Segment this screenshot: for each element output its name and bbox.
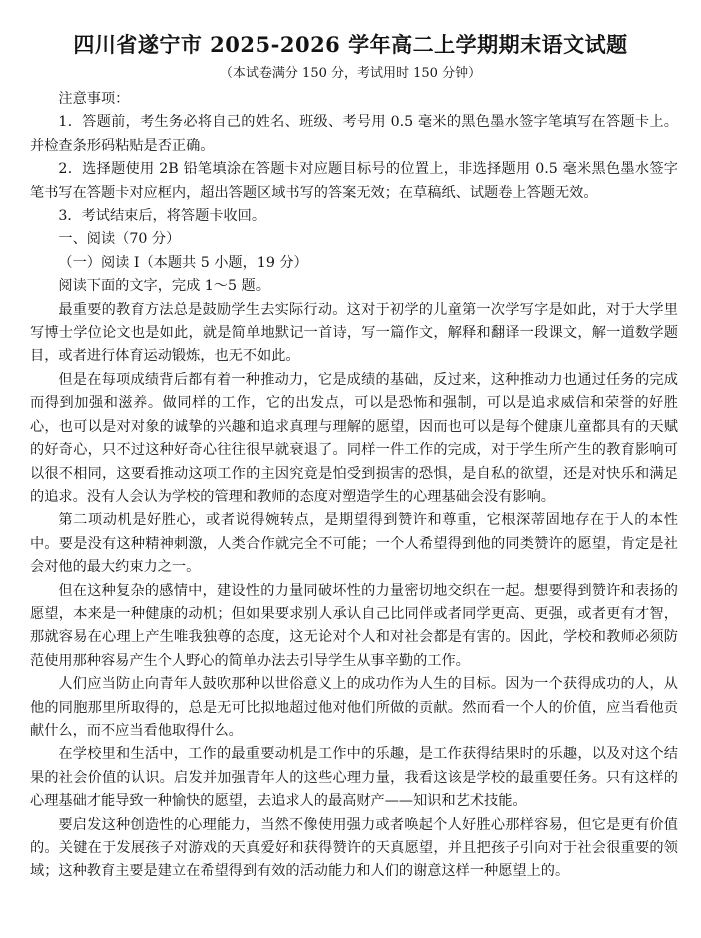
subsection-heading: （一）阅读 I（本题共 5 小题，19 分） <box>58 254 308 271</box>
exam-title: 四川省遂宁市 2025-2026 学年高二上学期期末语文试题 <box>73 32 628 57</box>
reading-paragraph-2: 但是在每项成绩背后都有着一种推动力，它是成绩的基础，反过来，这种推动力也通过任务的完成而得到加强和滋养。做同样的工作，它的出发点，可以是恐怖和强制，可以是追求威信和荣誉的好胜心，也可以是对对象的诚挚的兴趣和追求真理与理解的愿望，因而也可以是每个健康儿童都具有的天赋的好奇心，只不过这种好奇心往往很早就衰退了。同样一件工作的完成，对于学生所产生的教育影响可以很不相同，这要看推动这项工作的主因究竟是怕受到损害的恐惧，是自私的欲望，还是对快乐和满足的追求。没有人会认为学校的管理和教师的态度对塑造学生的心理基础会没有影响。 <box>30 371 678 505</box>
reading-paragraph-7: 要启发这种创造性的心理能力，当然不像使用强力或者唤起个人好胜心那样容易，但它是更有价值的。关键在于发展孩子对游戏的天真爱好和获得赞许的天真愿望，并且把孩子引向对于社会很重要的领域；这种教育主要是建立在希望得到有效的活动能力和人们的谢意这样一种愿望上的。 <box>30 816 678 880</box>
notice-item-3: 3．考试结束后，将答题卡收回。 <box>58 208 267 225</box>
notice-heading: 注意事项： <box>58 91 130 107</box>
section-heading: 一、阅读（70 分） <box>58 231 181 248</box>
reading-paragraph-3: 第二项动机是好胜心，或者说得婉转点，是期望得到赞许和尊重，它根深蒂固地存在于人的本性中。要是没有这种精神刺激，人类合作就完全不可能；一个人希望得到他的同类赞许的愿望，肯定是社会对他的最大约束力之一。 <box>30 512 678 576</box>
notice-item-1: 1．答题前，考生务必将自己的姓名、班级、考号用 0.5 毫米的黑色墨水签字笔填写在答题卡上。并检查条形码粘贴是否正确。 <box>30 114 678 154</box>
instruction-text: 阅读下面的文字，完成 1～5 题。 <box>58 278 270 295</box>
exam-subtitle: （本试卷满分 150 分，考试用时 150 分钟） <box>219 66 482 81</box>
reading-paragraph-6: 在学校里和生活中，工作的最重要动机是工作中的乐趣，是工作获得结果时的乐趣，以及对这个结果的社会价值的认识。启发并加强青年人的这些心理力量，我看这该是学校的最重要任务。只有这样的心理基础才能导致一种愉快的愿望，去追求人的最高财产——知识和艺术技能。 <box>30 746 678 810</box>
exam-body <box>30 88 678 884</box>
reading-paragraph-1: 最重要的教育方法总是鼓励学生去实际行动。这对于初学的儿童第一次学写字是如此，对于大学里写博士学位论文也是如此，就是简单地默记一首诗，写一篇作文，解释和翻译一段课文，解一道数学题目，或者进行体育运动锻炼，也无不如此。 <box>30 301 678 365</box>
reading-paragraph-5: 人们应当防止向青年人鼓吹那种以世俗意义上的成功作为人生的目标。因为一个获得成功的人，从他的同胞那里所取得的，总是无可比拟地超过他对他们所做的贡献。然而看一个人的价值，应当看他贡献什么，而不应当看他取得什么。 <box>30 676 678 739</box>
reading-paragraph-4: 但在这种复杂的感情中，建设性的力量同破坏性的力量密切地交织在一起。想要得到赞许和表扬的愿望，本来是一种健康的动机；但如果要求别人承认自己比同伴或者同学更高、更强，或者更有才智，那就容易在心理上产生唯我独尊的态度，这无论对个人和对社会都是有害的。因此，学校和教师必须防范使用那种容易产生个人野心的简单办法去引导学生从事辛勤的工作。 <box>30 582 678 669</box>
notice-item-2: 2．选择题使用 2B 铅笔填涂在答题卡对应题目标号的位置上，非选择题用 0.5 毫米黑色墨水签字笔书写在答题卡对应框内，超出答题区域书写的答案无效；在草稿纸、试题卷上答题无效。 <box>30 161 678 201</box>
page-bottom-fade <box>330 895 701 938</box>
